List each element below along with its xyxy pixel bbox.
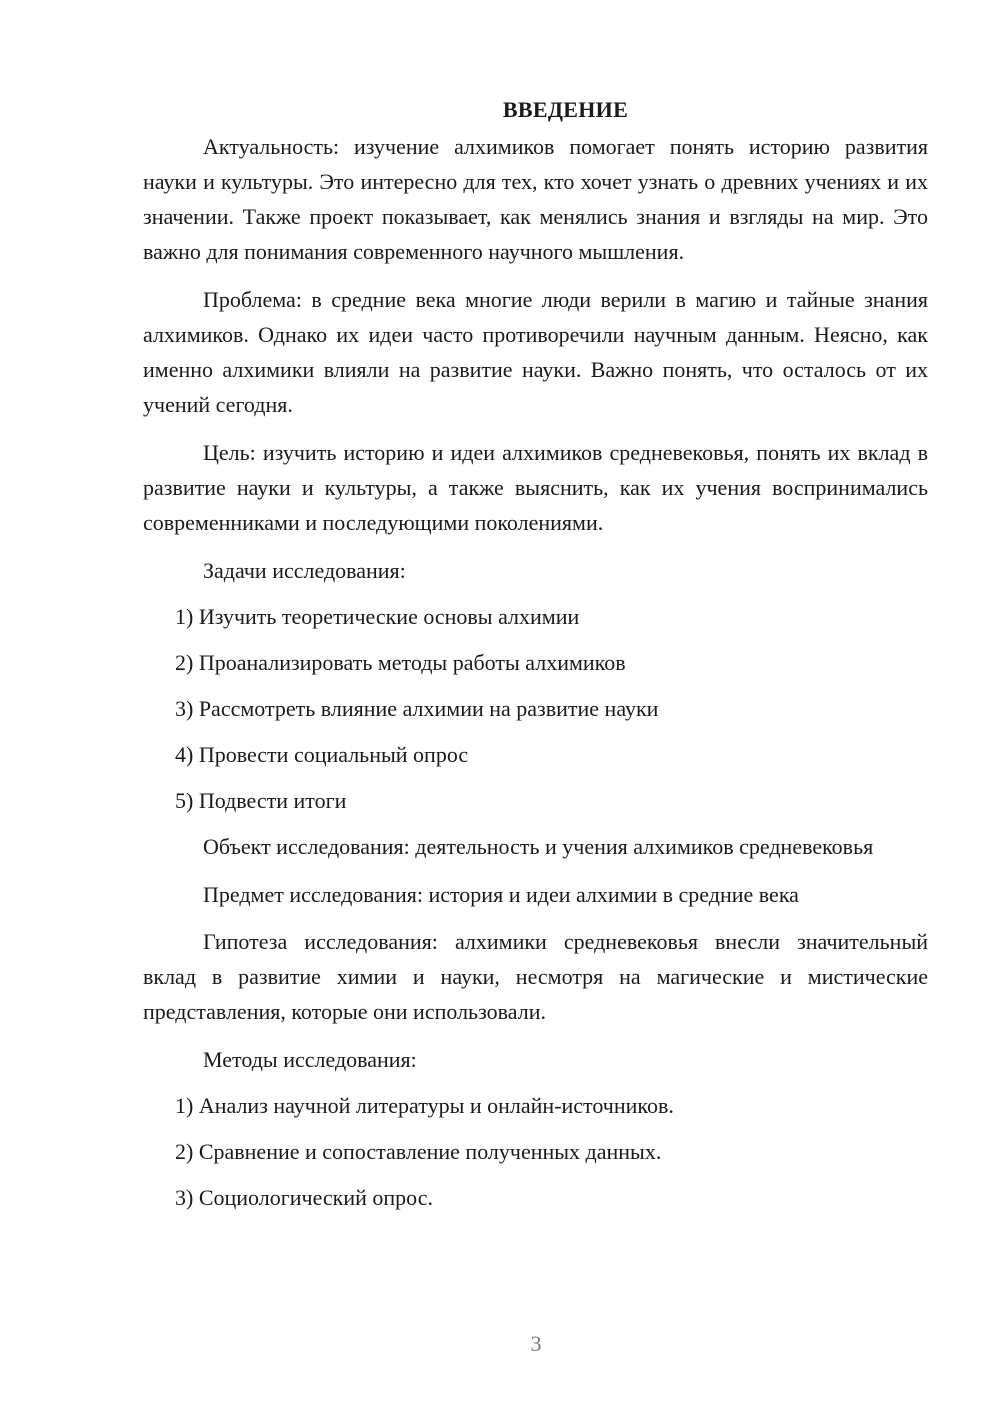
- list-item: 1) Изучить теоретические основы алхимии: [175, 604, 580, 629]
- relevance-paragraph: Актуальность: изучение алхимиков помогает понять историю развития науки и культуры. Это интересно для тех, кто хочет узнать о древних учениях и их значении. Также проект показывает, как менялись знания и взгляды на мир. Это важно для понимания современного научного мышления.: [143, 134, 928, 264]
- page-number: 3: [530, 1331, 542, 1356]
- list-item: 3) Социологический опрос.: [175, 1185, 433, 1210]
- list-item: 5) Подвести итоги: [175, 788, 347, 813]
- list-item: 2) Сравнение и сопоставление полученных данных.: [175, 1139, 662, 1164]
- document-page: [143, 92, 928, 1226]
- tasks-list: [143, 599, 928, 818]
- goal-paragraph: Цель: изучить историю и идеи алхимиков средневековья, понять их вклад в развитие науки и культуры, а также выяснить, как их учения воспринимались современниками и последующими поколениями.: [143, 440, 928, 535]
- problem-paragraph: Проблема: в средние века многие люди верили в магию и тайные знания алхимиков. Однако их идеи часто противоречили научным данным. Неясно, как именно алхимики влияли на развитие науки. Важно понять, что осталось от их учений сегодня.: [143, 287, 928, 417]
- list-item: 4) Провести социальный опрос: [175, 742, 469, 767]
- list-item: 2) Проанализировать методы работы алхимиков: [175, 650, 626, 675]
- section-heading: ВВЕДЕНИЕ: [502, 97, 629, 122]
- list-item: 3) Рассмотреть влияние алхимии на развитие науки: [175, 696, 659, 721]
- subject-paragraph: Предмет исследования: история и идеи алхимии в средние века: [203, 882, 799, 907]
- object-paragraph: Объект исследования: деятельность и учения алхимиков средневековья: [203, 834, 874, 859]
- methods-label: Методы исследования:: [203, 1047, 417, 1072]
- hypothesis-paragraph: Гипотеза исследования: алхимики средневековья внесли значительный вклад в развитие химии и науки, несмотря на магические и мистические представления, которые они использовали.: [143, 929, 928, 1024]
- tasks-label: Задачи исследования:: [203, 558, 406, 583]
- methods-list: [143, 1088, 928, 1215]
- list-item: 1) Анализ научной литературы и онлайн-источников.: [175, 1093, 674, 1118]
